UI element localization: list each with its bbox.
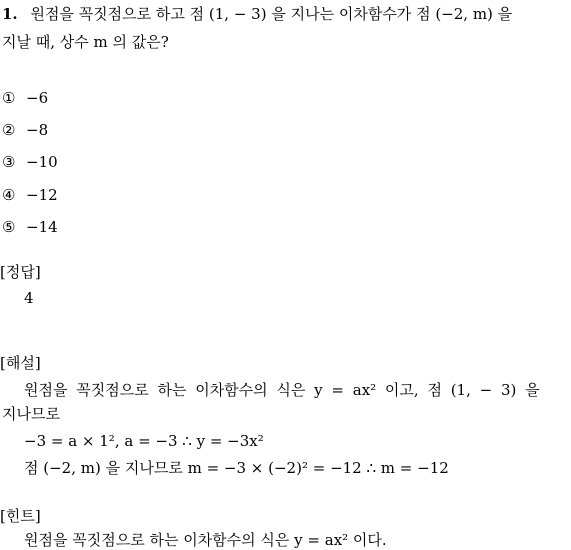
question-number: 1. bbox=[2, 5, 18, 23]
option-1-value: −6 bbox=[26, 89, 49, 107]
option-3-mark: ③ bbox=[2, 153, 16, 171]
option-5[interactable] bbox=[2, 217, 58, 237]
explanation-heading: [해설] bbox=[0, 354, 41, 372]
answer-heading: [정답] bbox=[0, 263, 41, 281]
hint-heading: [힌트] bbox=[0, 507, 41, 525]
question-line-1 bbox=[2, 4, 512, 24]
option-4-mark: ④ bbox=[2, 186, 16, 204]
option-4[interactable] bbox=[2, 185, 58, 205]
explanation-line-4: 점 (−2, m) 을 지나므로 m = −3 × (−2)² = −12 ∴ m = −12 bbox=[24, 459, 449, 477]
explanation-line-1: 원점을 꼭짓점으로 하는 이차함수의 식은 y = ax² 이고, 점 (1, − 3) 을 bbox=[24, 381, 540, 399]
explanation-line-3: −3 = a × 1², a = −3 ∴ y = −3x² bbox=[24, 432, 264, 450]
option-2-mark: ② bbox=[2, 121, 16, 139]
option-5-value: −14 bbox=[26, 218, 58, 236]
answer-value: 4 bbox=[24, 289, 34, 307]
option-5-mark: ⑤ bbox=[2, 218, 16, 236]
hint-line-1: 원점을 꼭짓점으로 하는 이차함수의 식은 y = ax² 이다. bbox=[24, 531, 387, 549]
question-text-1: 원점을 꼭짓점으로 하고 점 (1, − 3) 을 지나는 이차함수가 점 (−2, m) 을 bbox=[30, 5, 513, 23]
option-3-value: −10 bbox=[26, 153, 58, 171]
question-line-2: 지날 때, 상수 m 의 값은? bbox=[2, 33, 169, 51]
option-1-mark: ① bbox=[2, 89, 16, 107]
explanation-line-2: 지나므로 bbox=[2, 405, 60, 423]
option-3[interactable] bbox=[2, 152, 58, 172]
option-2[interactable] bbox=[2, 120, 48, 140]
option-1[interactable] bbox=[2, 88, 48, 108]
option-4-value: −12 bbox=[26, 186, 58, 204]
option-2-value: −8 bbox=[26, 121, 49, 139]
